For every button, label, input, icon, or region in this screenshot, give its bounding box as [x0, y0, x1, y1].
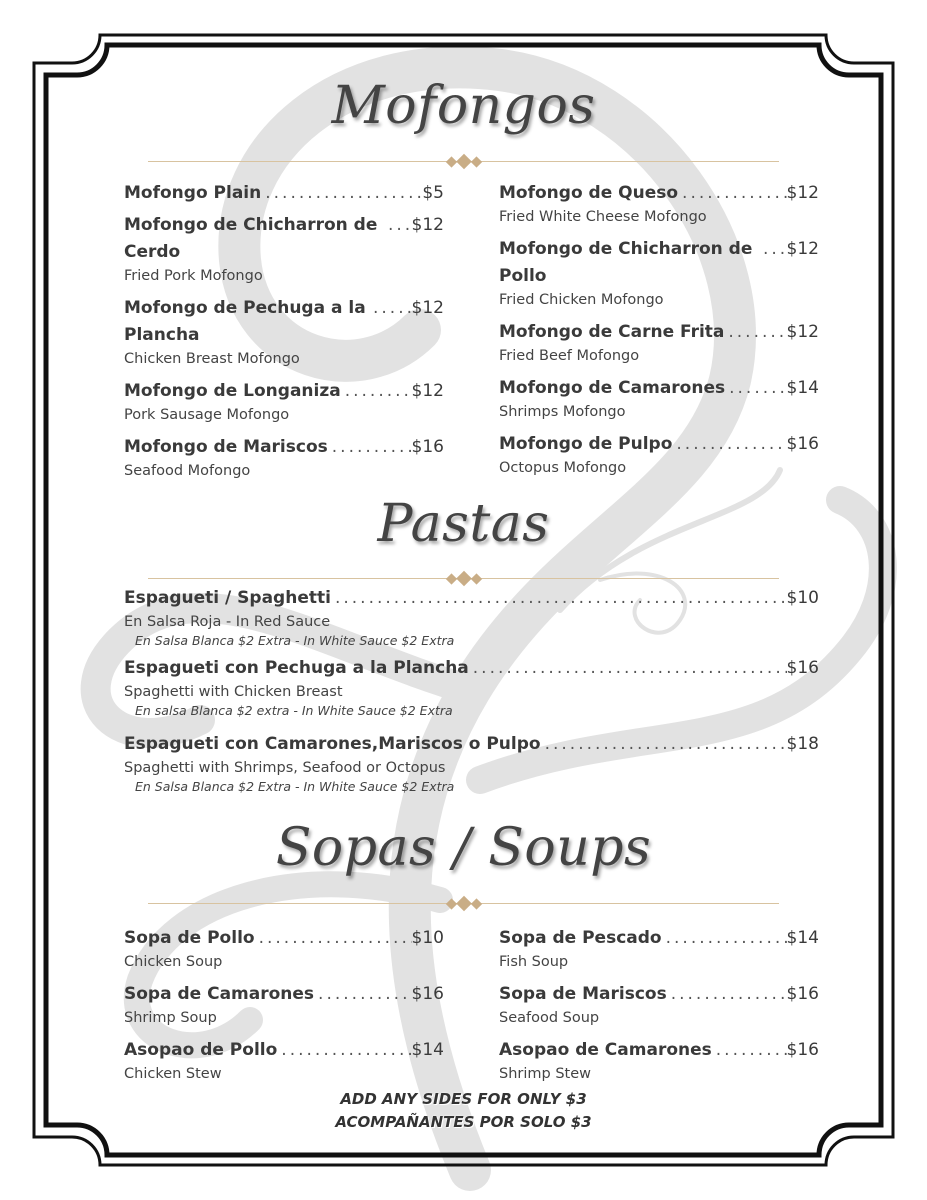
item-price: $16	[786, 434, 819, 454]
sides-notice-spanish: ACOMPAÑANTES POR SOLO $3	[335, 1113, 592, 1131]
menu-item	[124, 731, 819, 795]
menu-item	[499, 431, 819, 478]
menu-item	[124, 585, 819, 649]
section-title-pastas: Pastas	[377, 494, 550, 554]
section-title-mofongos: Mofongos	[331, 76, 596, 136]
item-description: Chicken Soup	[124, 954, 223, 970]
section-divider	[148, 156, 779, 168]
menu-item	[124, 378, 444, 425]
item-name: Sopa de Camarones	[124, 984, 315, 1004]
item-name: Mofongo Plain	[124, 183, 262, 203]
menu-item	[499, 375, 819, 422]
item-price: $5	[422, 183, 444, 203]
item-price: $12	[786, 322, 819, 342]
item-description: Seafood Mofongo	[124, 463, 251, 479]
item-description: Octopus Mofongo	[499, 460, 627, 476]
sides-notice	[0, 1088, 927, 1134]
sides-notice-english: ADD ANY SIDES FOR ONLY $3	[340, 1090, 587, 1108]
item-name: Mofongo de Chicharron de Pollo	[499, 239, 753, 286]
section-title-sopas: Sopas / Soups	[275, 818, 652, 878]
item-name: Asopao de Camarones	[499, 1040, 712, 1060]
item-price: $12	[786, 183, 819, 203]
item-extra-note: En Salsa Blanca $2 Extra - In White Sauce $2 Extra	[135, 633, 455, 648]
sopas-left-column	[124, 925, 444, 1093]
mofongos-right-column	[499, 180, 819, 487]
pastas-list	[124, 585, 819, 801]
item-price: $10	[411, 928, 444, 948]
item-price: $16	[786, 984, 819, 1004]
item-extra-note: En salsa Blanca $2 extra - In White Sauce $2 Extra	[135, 703, 453, 718]
item-price: $16	[786, 1040, 819, 1060]
item-description: Fried White Cheese Mofongo	[499, 209, 707, 225]
item-name: Espagueti / Spaghetti	[124, 588, 331, 608]
item-description: Shrimps Mofongo	[499, 404, 626, 420]
menu-item	[499, 981, 819, 1028]
menu-item	[124, 434, 444, 481]
menu-item	[499, 925, 819, 972]
menu-item	[499, 236, 819, 310]
item-price: $16	[411, 437, 444, 457]
menu-item	[124, 981, 444, 1028]
item-name: Sopa de Pescado	[499, 928, 662, 948]
item-name: Mofongo de Longaniza	[124, 381, 341, 401]
section-divider	[148, 898, 779, 910]
menu-item	[499, 180, 819, 227]
menu-item	[124, 1037, 444, 1084]
item-price: $12	[411, 298, 444, 318]
menu-item	[124, 180, 444, 207]
item-price: $16	[786, 658, 819, 678]
item-description: Fried Pork Mofongo	[124, 268, 263, 284]
item-name: Mofongo de Pulpo	[499, 434, 673, 454]
item-description: Seafood Soup	[499, 1010, 600, 1026]
item-description: En Salsa Roja - In Red Sauce	[124, 614, 331, 630]
item-name: Asopao de Pollo	[124, 1040, 278, 1060]
item-name: Mofongo de Camarones	[499, 378, 726, 398]
item-extra-note: En Salsa Blanca $2 Extra - In White Sauce $2 Extra	[135, 779, 455, 794]
item-price: $10	[786, 588, 819, 608]
menu-item	[499, 1037, 819, 1084]
item-price: $12	[411, 215, 444, 235]
mofongos-left-column	[124, 180, 444, 490]
item-price: $14	[786, 378, 819, 398]
sopas-right-column	[499, 925, 819, 1093]
section-divider	[148, 573, 779, 585]
item-price: $12	[786, 239, 819, 259]
item-description: Fried Beef Mofongo	[499, 348, 640, 364]
item-description: Shrimp Soup	[124, 1010, 217, 1026]
item-name: Mofongo de Carne Frita	[499, 322, 725, 342]
item-price: $14	[786, 928, 819, 948]
item-name: Mofongo de Chicharron de Cerdo	[124, 215, 378, 262]
menu-item	[124, 925, 444, 972]
menu-item	[124, 212, 444, 286]
item-name: Espagueti con Camarones,Mariscos o Pulpo	[124, 734, 541, 754]
menu-item	[124, 655, 819, 719]
item-description: Chicken Breast Mofongo	[124, 351, 300, 367]
item-description: Fish Soup	[499, 954, 569, 970]
item-name: Mofongo de Mariscos	[124, 437, 328, 457]
item-name: Mofongo de Queso	[499, 183, 679, 203]
item-description: Fried Chicken Mofongo	[499, 292, 664, 308]
item-name: Sopa de Mariscos	[499, 984, 667, 1004]
item-price: $14	[411, 1040, 444, 1060]
item-description: Chicken Stew	[124, 1066, 222, 1082]
item-description: Shrimp Stew	[499, 1066, 591, 1082]
item-name: Sopa de Pollo	[124, 928, 255, 948]
menu-item	[499, 319, 819, 366]
item-price: $18	[786, 734, 819, 754]
item-description: Spaghetti with Chicken Breast	[124, 684, 343, 700]
item-description: Pork Sausage Mofongo	[124, 407, 290, 423]
item-name: Espagueti con Pechuga a la Plancha	[124, 658, 469, 678]
item-price: $12	[411, 381, 444, 401]
item-description: Spaghetti with Shrimps, Seafood or Octopus	[124, 760, 446, 776]
item-price: $16	[411, 984, 444, 1004]
menu-item	[124, 295, 444, 369]
item-name: Mofongo de Pechuga a la Plancha	[124, 298, 366, 345]
